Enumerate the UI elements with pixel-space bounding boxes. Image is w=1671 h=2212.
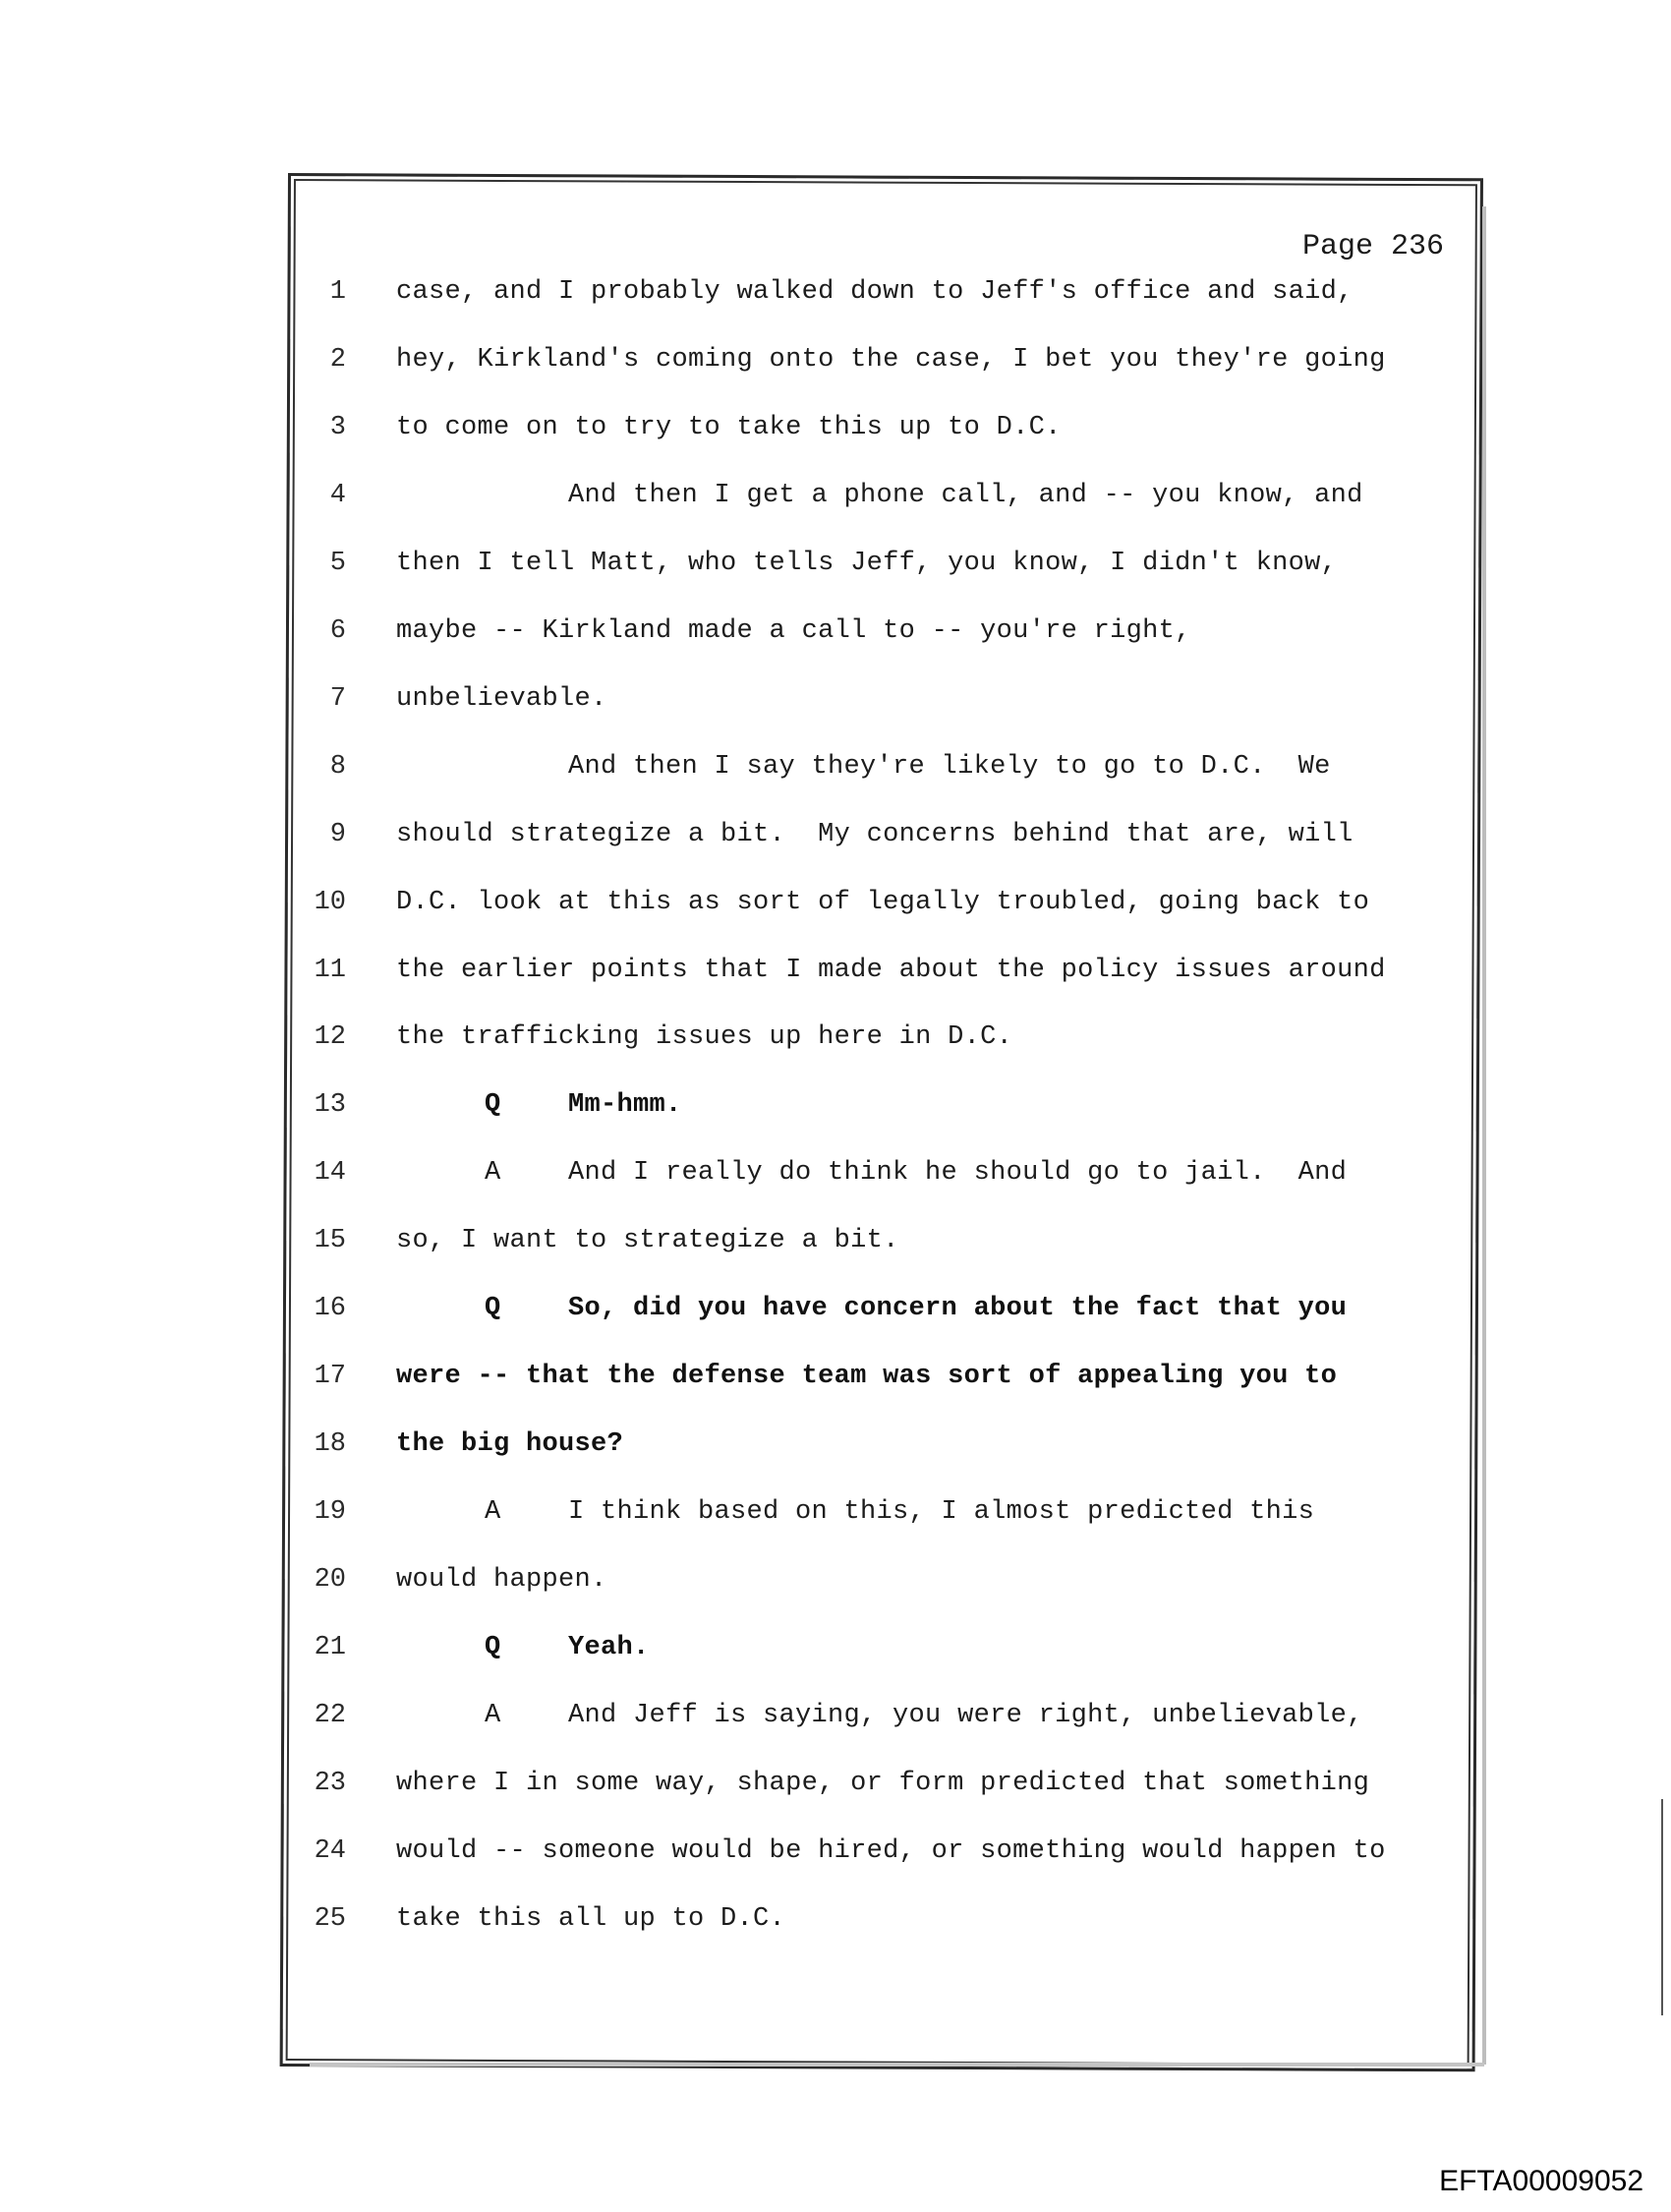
line-text: And Jeff is saying, you were right, unbelievable, bbox=[568, 1700, 1363, 1730]
transcript-line bbox=[0, 277, 1671, 317]
line-number: 25 bbox=[314, 1903, 346, 1934]
line-number: 20 bbox=[314, 1565, 346, 1596]
question-text: Yeah. bbox=[568, 1633, 650, 1662]
line-text: to come on to try to take this up to D.C. bbox=[396, 412, 1062, 442]
transcript-line bbox=[0, 1429, 1671, 1469]
line-text: would happen. bbox=[396, 1565, 607, 1596]
transcript-line bbox=[0, 684, 1671, 724]
transcript-line bbox=[0, 1836, 1671, 1876]
line-number: 3 bbox=[329, 412, 346, 442]
line-number: 13 bbox=[314, 1090, 346, 1121]
transcript-line bbox=[0, 1565, 1671, 1604]
question-text: the big house? bbox=[396, 1429, 624, 1460]
question-text: were -- that the defense team was sort of appealing you to bbox=[396, 1362, 1338, 1392]
speaker-label: Q bbox=[485, 1090, 501, 1121]
line-text: unbelievable. bbox=[396, 683, 607, 714]
transcript-line bbox=[0, 1769, 1671, 1808]
transcript-line bbox=[0, 1022, 1671, 1062]
transcript-line bbox=[0, 1701, 1671, 1740]
transcript-line bbox=[0, 1226, 1671, 1265]
scan-edge-mark bbox=[1661, 1799, 1663, 2015]
line-text: I think based on this, I almost predicted this bbox=[568, 1497, 1315, 1528]
transcript-line bbox=[0, 1497, 1671, 1537]
speaker-label: Q bbox=[485, 1633, 501, 1662]
transcript-line bbox=[0, 1090, 1671, 1130]
transcript-line bbox=[0, 1633, 1671, 1672]
line-number: 11 bbox=[314, 955, 346, 985]
transcript-line bbox=[0, 888, 1671, 927]
line-number: 9 bbox=[329, 819, 346, 849]
line-number: 4 bbox=[329, 480, 346, 510]
line-number: 17 bbox=[314, 1362, 346, 1392]
line-number: 23 bbox=[314, 1768, 346, 1798]
line-number: 10 bbox=[314, 887, 346, 917]
transcript-line bbox=[0, 413, 1671, 452]
line-text: the trafficking issues up here in D.C. bbox=[396, 1022, 1013, 1053]
transcript-line bbox=[0, 752, 1671, 791]
line-text: maybe -- Kirkland made a call to -- you're right, bbox=[396, 615, 1191, 646]
line-text: should strategize a bit. My concerns behind that are, will bbox=[396, 819, 1354, 849]
question-text: Mm-hmm. bbox=[568, 1090, 682, 1121]
line-number: 14 bbox=[314, 1158, 346, 1189]
line-number: 5 bbox=[329, 548, 346, 578]
transcript-line bbox=[0, 1904, 1671, 1944]
line-number: 15 bbox=[314, 1226, 346, 1256]
line-number: 18 bbox=[314, 1429, 346, 1460]
transcript-line bbox=[0, 616, 1671, 656]
transcript-line bbox=[0, 1294, 1671, 1333]
line-text: hey, Kirkland's coming onto the case, I bet you they're going bbox=[396, 344, 1386, 375]
transcript-line bbox=[0, 956, 1671, 995]
line-text: And I really do think he should go to jail. And bbox=[568, 1158, 1348, 1189]
transcript-line bbox=[0, 1362, 1671, 1401]
transcript-line bbox=[0, 481, 1671, 520]
line-number: 24 bbox=[314, 1835, 346, 1866]
line-text: And then I get a phone call, and -- you know, and bbox=[568, 480, 1363, 510]
transcript-line bbox=[0, 820, 1671, 859]
line-number: 8 bbox=[329, 751, 346, 782]
line-text: case, and I probably walked down to Jeff's office and said, bbox=[396, 277, 1354, 307]
line-number: 16 bbox=[314, 1294, 346, 1324]
line-number: 21 bbox=[314, 1633, 346, 1662]
line-text: so, I want to strategize a bit. bbox=[396, 1226, 899, 1256]
transcript-line bbox=[0, 1158, 1671, 1197]
line-text: D.C. look at this as sort of legally troubled, going back to bbox=[396, 887, 1370, 917]
line-number: 22 bbox=[314, 1700, 346, 1730]
line-text: would -- someone would be hired, or something would happen to bbox=[396, 1835, 1386, 1866]
line-text: where I in some way, shape, or form predicted that something bbox=[396, 1768, 1370, 1798]
speaker-label: A bbox=[485, 1497, 501, 1528]
line-text: take this all up to D.C. bbox=[396, 1903, 786, 1934]
document-id: EFTA00009052 bbox=[1439, 2165, 1643, 2197]
line-number: 1 bbox=[329, 277, 346, 307]
speaker-label: A bbox=[485, 1700, 501, 1730]
question-text: So, did you have concern about the fact that you bbox=[568, 1294, 1348, 1324]
line-number: 6 bbox=[329, 615, 346, 646]
line-number: 19 bbox=[314, 1497, 346, 1528]
line-text: And then I say they're likely to go to D.C. We bbox=[568, 751, 1331, 782]
border-shadow bbox=[310, 2063, 1484, 2066]
speaker-label: Q bbox=[485, 1294, 501, 1324]
line-text: the earlier points that I made about the policy issues around bbox=[396, 955, 1386, 985]
line-number: 2 bbox=[329, 344, 346, 375]
transcript-line bbox=[0, 549, 1671, 588]
speaker-label: A bbox=[485, 1158, 501, 1189]
page-number: Page 236 bbox=[1302, 230, 1445, 263]
line-text: then I tell Matt, who tells Jeff, you know, I didn't know, bbox=[396, 548, 1338, 578]
line-number: 12 bbox=[314, 1022, 346, 1053]
transcript-line bbox=[0, 345, 1671, 384]
line-number: 7 bbox=[329, 683, 346, 714]
